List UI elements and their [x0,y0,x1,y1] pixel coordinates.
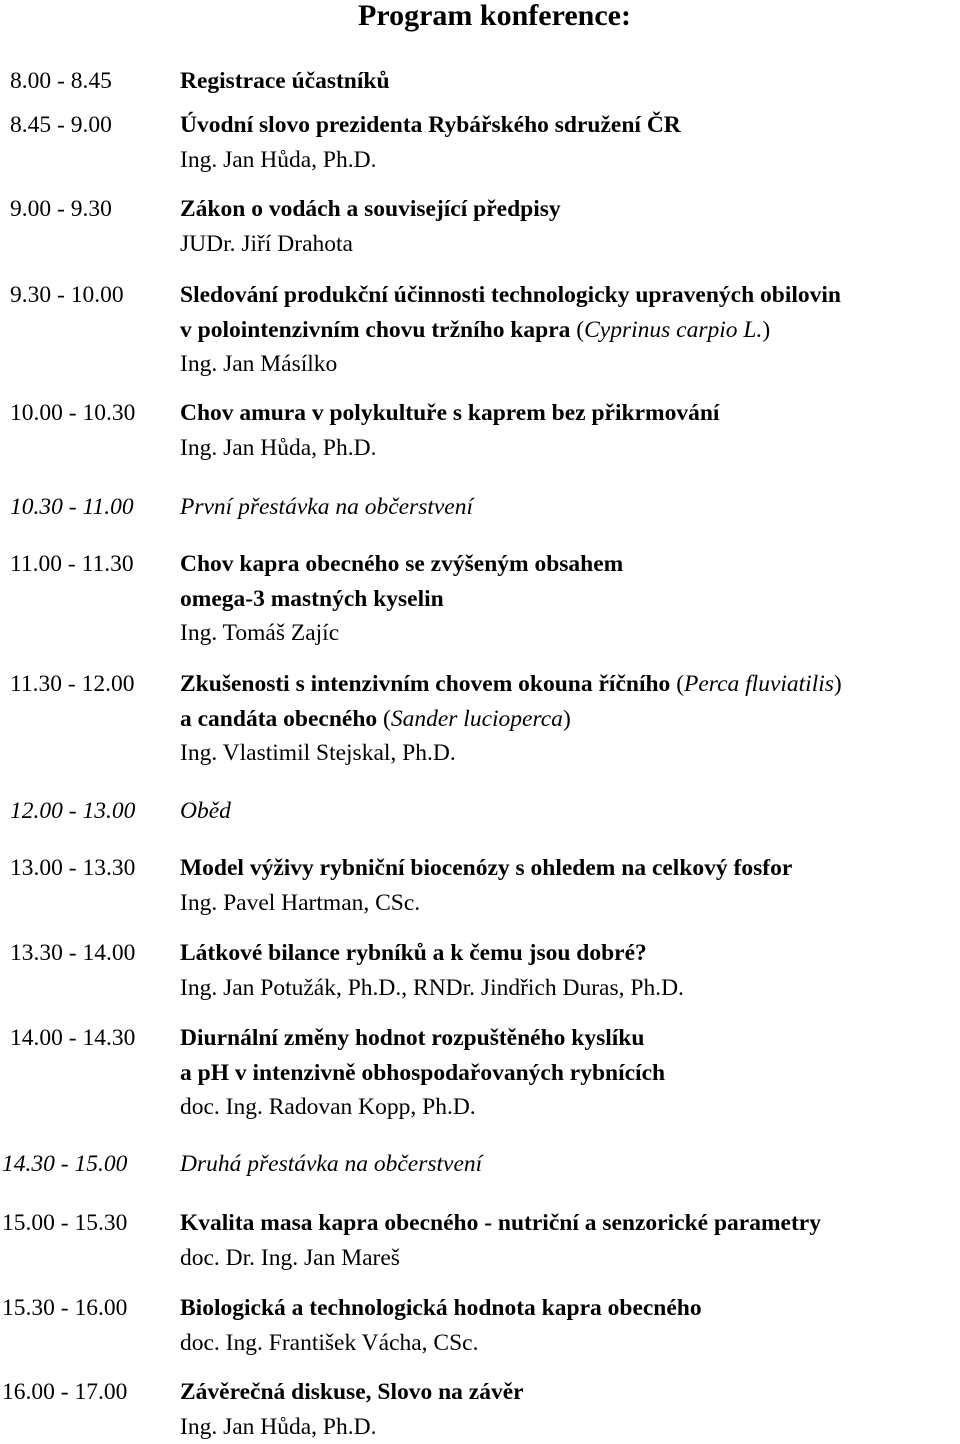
break-label: Druhá přestávka na občerstvení [180,1147,955,1182]
time-slot: 10.00 - 10.30 [10,396,135,431]
talk-title: Model výživy rybniční biocenózy s ohledem na celkový fosfor [180,851,955,886]
talk-title: Chov kapra obecného se zvýšeným obsahem [180,547,955,582]
time-slot: 14.00 - 14.30 [10,1021,135,1056]
speaker: Ing. Jan Hůda, Ph.D. [180,143,955,178]
speaker: doc. Ing. František Vácha, CSc. [180,1326,955,1361]
page-title: Program konference: [358,0,631,34]
speaker: doc. Ing. Radovan Kopp, Ph.D. [180,1090,955,1125]
time-slot: 14.30 - 15.00 [2,1147,127,1182]
time-slot: 13.00 - 13.30 [10,851,135,886]
talk-title: Biologická a technologická hodnota kapra obecného [180,1291,955,1326]
talk-title: Zkušenosti s intenzivním chovem okouna říčního (Perca fluviatilis) [180,667,955,702]
time-slot: 11.30 - 12.00 [10,667,134,702]
talk-title: Diurnální změny hodnot rozpuštěného kyslíku [180,1021,955,1056]
talk-title-part: v polointenzivním chovu tržního kapra [180,317,570,343]
time-slot: 10.30 - 11.00 [10,490,134,525]
talk-title: Registrace účastníků [180,64,955,99]
species-name: Perca fluviatilis [684,671,834,697]
speaker: Ing. Jan Hůda, Ph.D. [180,431,955,466]
speaker: Ing. Vlastimil Stejskal, Ph.D. [180,736,955,771]
talk-title-cont: a candáta obecného (Sander lucioperca) [180,702,955,737]
talk-title-part: a candáta obecného [180,706,377,732]
speaker: Ing. Jan Másílko [180,347,955,382]
paren: ) [762,317,770,343]
time-slot: 8.00 - 8.45 [10,64,112,99]
paren: ( [570,317,584,343]
time-slot: 8.45 - 9.00 [10,108,112,143]
talk-title: Zákon o vodách a související předpisy [180,192,955,227]
time-slot: 9.30 - 10.00 [10,278,124,313]
time-slot: 15.30 - 16.00 [2,1291,127,1326]
time-slot: 13.30 - 14.00 [10,936,135,971]
talk-title: Kvalita masa kapra obecného - nutriční a senzorické parametry [180,1206,955,1241]
talk-title-cont [180,313,955,348]
time-slot: 11.00 - 11.30 [10,547,134,582]
speaker: Ing. Jan Potužák, Ph.D., RNDr. Jindřich Duras, Ph.D. [180,971,955,1006]
talk-title: Závěrečná diskuse, Slovo na závěr [180,1375,955,1410]
time-slot: 15.00 - 15.30 [2,1206,127,1241]
talk-title: Úvodní slovo prezidenta Rybářského sdružení ČR [180,108,955,143]
species-name: Sander lucioperca [391,706,563,732]
speaker: JUDr. Jiří Drahota [180,227,955,262]
break-label: První přestávka na občerstvení [180,490,955,525]
speaker: doc. Dr. Ing. Jan Mareš [180,1241,955,1276]
speaker: Ing. Pavel Hartman, CSc. [180,886,955,921]
talk-title: Chov amura v polykultuře s kaprem bez přikrmování [180,396,955,431]
time-slot: 16.00 - 17.00 [2,1375,127,1410]
talk-title-cont: a pH v intenzivně obhospodařovaných rybnících [180,1056,955,1091]
time-slot: 9.00 - 9.30 [10,192,112,227]
time-slot: 12.00 - 13.00 [10,794,135,829]
talk-title: Látkové bilance rybníků a k čemu jsou dobré? [180,936,955,971]
speaker: Ing. Jan Hůda, Ph.D. [180,1410,955,1444]
talk-title-cont: omega-3 mastných kyselin [180,582,955,617]
species-name: Cyprinus carpio L. [584,317,762,343]
break-label: Oběd [180,794,955,829]
talk-title: Sledování produkční účinnosti technologicky upravených obilovin [180,278,955,313]
talk-title-part: Zkušenosti s intenzivním chovem okouna říčního [180,671,670,697]
speaker: Ing. Tomáš Zajíc [180,616,955,651]
